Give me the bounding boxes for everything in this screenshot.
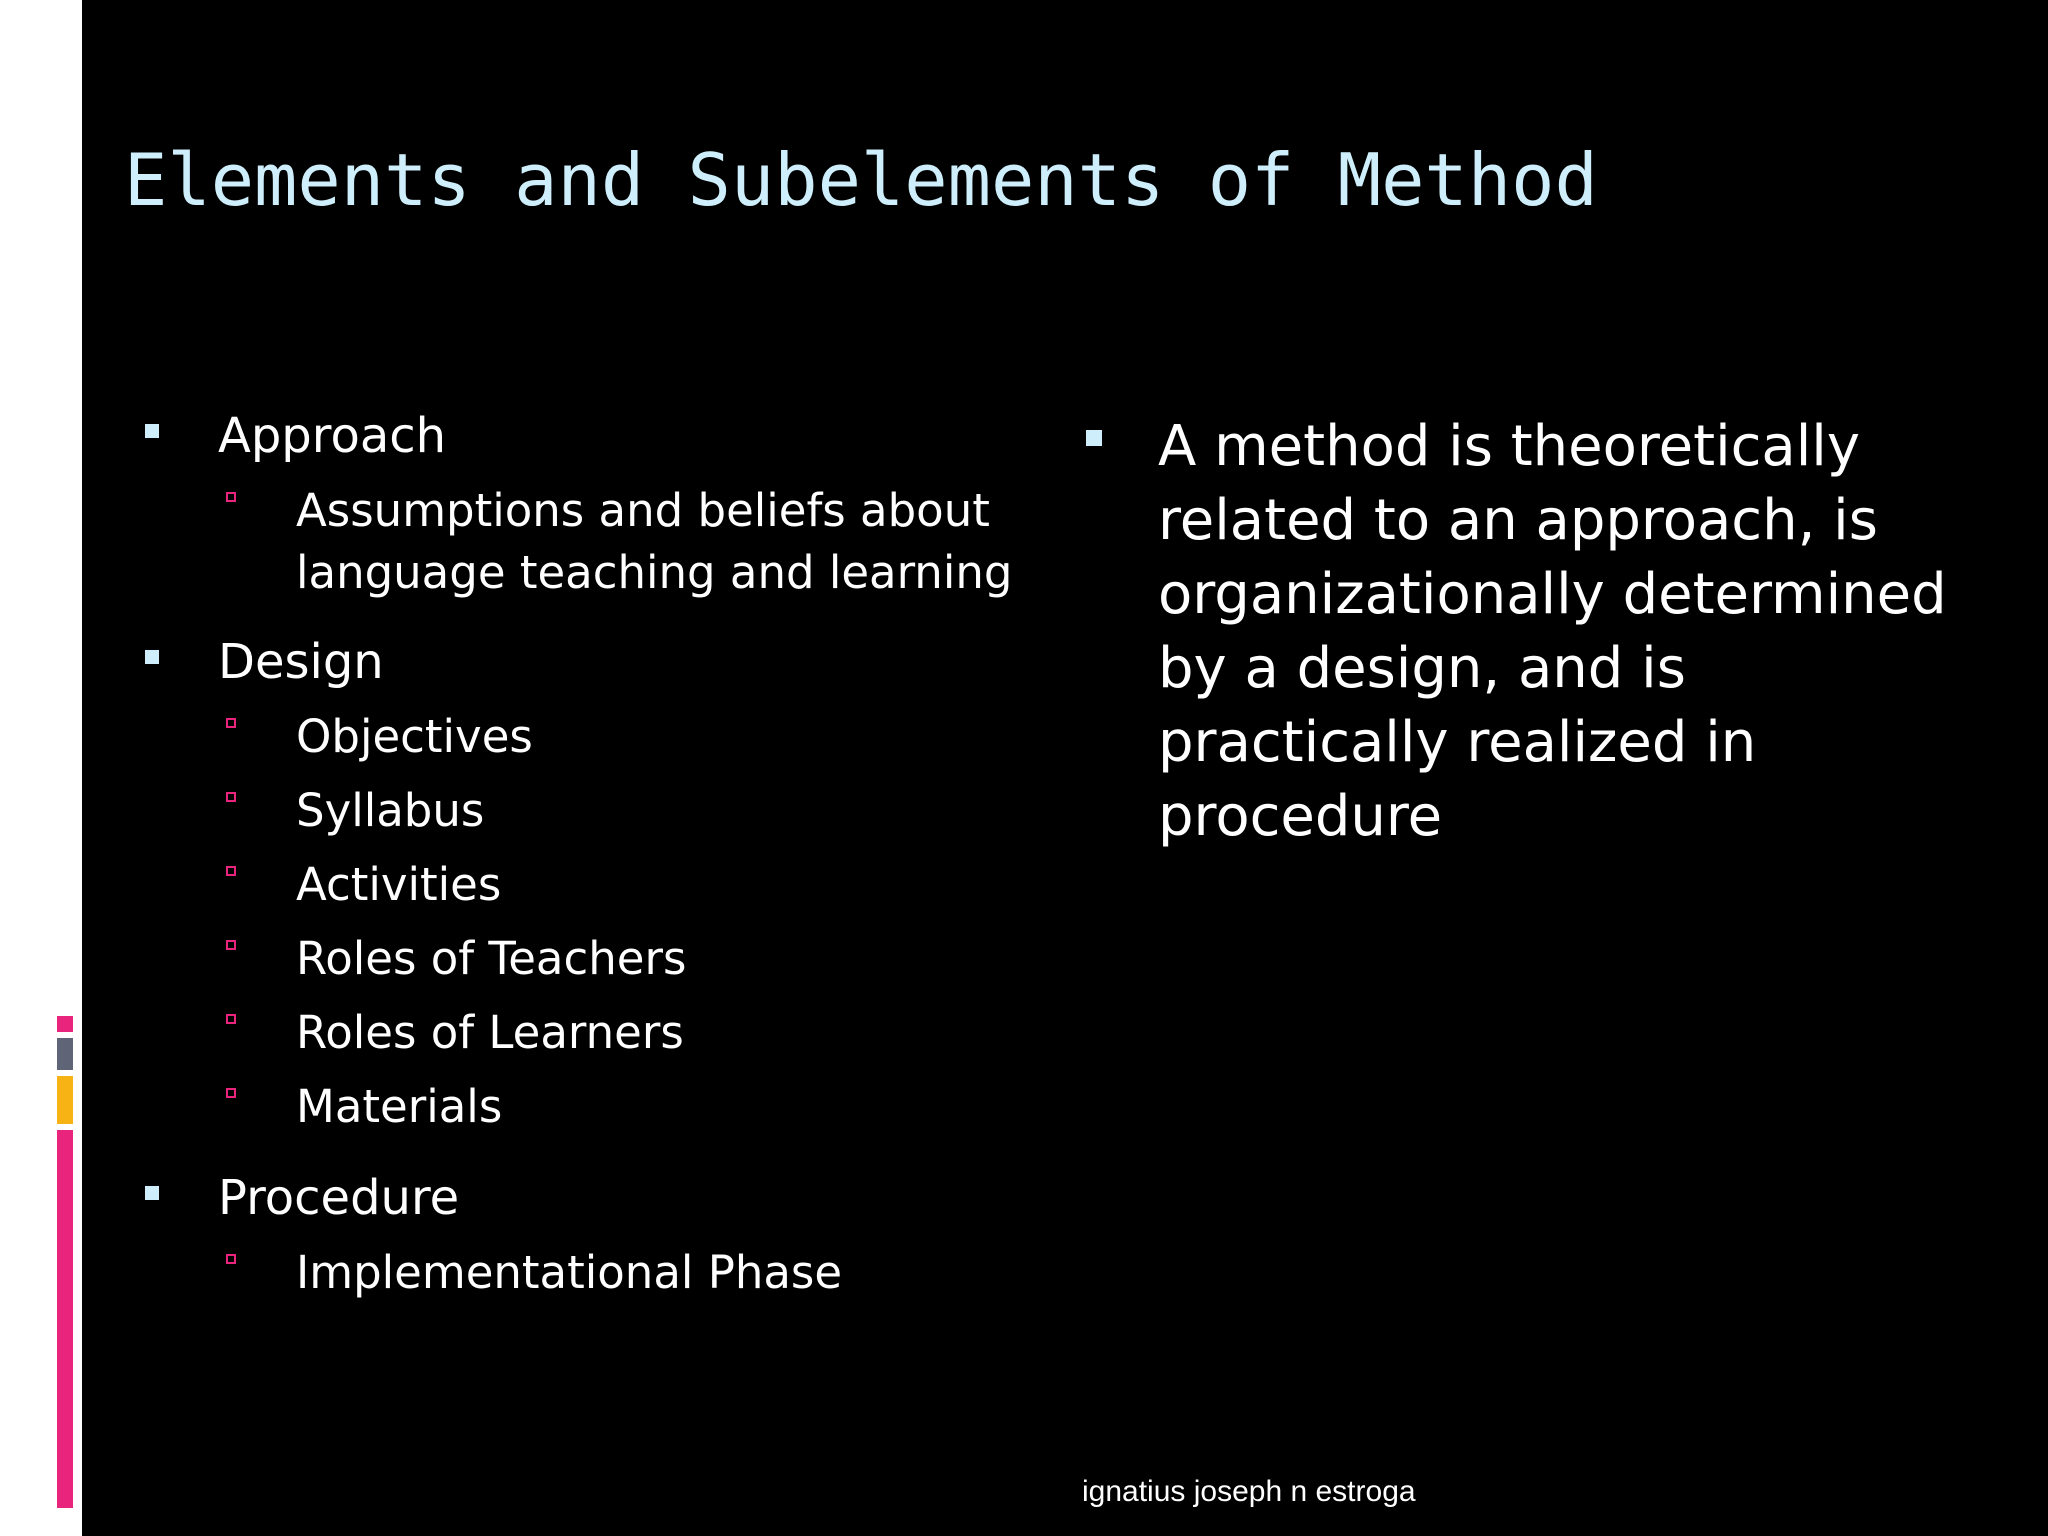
sub-list-item-label: Roles of Learners [296, 1006, 684, 1059]
sub-list-item-label: Implementational Phase [296, 1246, 843, 1299]
sub-list-item [218, 1076, 1040, 1138]
sub-list-item [218, 928, 1040, 990]
sub-list-item [218, 706, 1040, 768]
list-item [140, 630, 1040, 1138]
list-item-label: Design [218, 634, 384, 690]
sub-list-item [218, 780, 1040, 842]
accent-bar-yellow [57, 1076, 73, 1124]
hollow-square-bullet-icon [226, 1014, 236, 1024]
square-bullet-icon [145, 424, 159, 438]
sub-list-item [218, 480, 1040, 604]
sub-list-item [218, 854, 1040, 916]
sub-list-item [218, 1242, 1040, 1304]
list-item-label: Procedure [218, 1170, 460, 1226]
hollow-square-bullet-icon [226, 1254, 236, 1264]
accent-bar-pink-long [57, 1130, 73, 1508]
list-item-label: Approach [218, 408, 447, 464]
square-bullet-icon [145, 650, 159, 664]
sub-list-item-label: Activities [296, 858, 502, 911]
sub-list [218, 1242, 1040, 1304]
barcode-decoration [48, 152, 80, 234]
sub-list-item-label: Syllabus [296, 784, 485, 837]
sub-list-item-label: Roles of Teachers [296, 932, 687, 985]
accent-bar-grey [57, 1038, 73, 1070]
list-item [140, 1166, 1040, 1304]
sub-list [218, 480, 1040, 604]
sub-list-item-label: Objectives [296, 710, 533, 763]
hollow-square-bullet-icon [226, 866, 236, 876]
hollow-square-bullet-icon [226, 792, 236, 802]
sub-list [218, 706, 1040, 1138]
hollow-square-bullet-icon [226, 1088, 236, 1098]
hollow-square-bullet-icon [226, 940, 236, 950]
hollow-square-bullet-icon [226, 492, 236, 502]
square-bullet-icon [1086, 430, 1102, 446]
list-item [1080, 410, 1980, 854]
right-column [1080, 410, 1980, 854]
slide-title: Elements and Subelements of Method [124, 138, 1598, 222]
left-column [140, 404, 1040, 1304]
left-bullet-list [140, 404, 1040, 1304]
sub-list-item [218, 1002, 1040, 1064]
square-bullet-icon [145, 1186, 159, 1200]
sub-list-item-label: Assumptions and beliefs about language teaching and learning [296, 484, 1013, 599]
right-bullet-list [1080, 410, 1980, 854]
footer-author: ignatius joseph n estroga [1082, 1475, 1416, 1508]
accent-bar-pink-top [57, 1016, 73, 1032]
hollow-square-bullet-icon [226, 718, 236, 728]
list-item [140, 404, 1040, 604]
method-definition-text: A method is theoretically related to an approach, is organizationally determined by a design, and is practically realized in procedure [1158, 414, 1947, 849]
sub-list-item-label: Materials [296, 1080, 503, 1133]
